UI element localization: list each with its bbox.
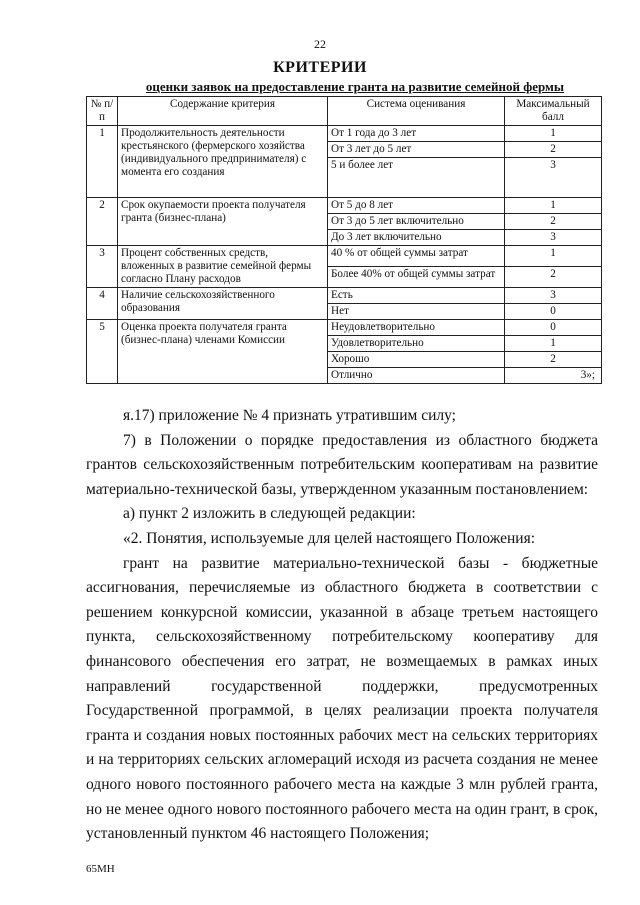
- paragraph-subitem-a: а) пункт 2 изложить в следующей редакции:: [123, 505, 416, 523]
- page-number: 22: [314, 37, 326, 51]
- row-num: 1: [87, 126, 118, 198]
- table-row: [87, 246, 602, 267]
- table-header-row: [87, 97, 602, 126]
- row-score: 3: [505, 158, 602, 198]
- row-score: 3»;: [505, 368, 602, 384]
- paragraph-item-7: 7) в Положении о порядке предоставления из областного бюджета грантов сельскохозяйственным потребительским кооперативам на развитие материально-технической базы, утвержденном указанным постановлением:: [86, 431, 598, 498]
- row-system: От 5 до 8 лет: [328, 198, 505, 214]
- header-system: Система оценивания: [328, 97, 505, 126]
- row-system: Отлично: [328, 368, 505, 384]
- paragraph-grant-definition: грант на развитие материально-технической базы - бюджетные ассигнования, перечисляемые из областного бюджета в соответствии с решением конкурсной комиссии, указанной в абзаце третьем настоящего пункта, сельскохозяйственному потребительскому кооперативу для финансового обеспечения его затрат, не возмещаемых в рамках иных направлений государственной поддержки, предусмотренных Государственной программой, в целях реализации проекта получателя гранта и создания новых постоянных рабочих мест на сельских территориях и на территориях сельских агломераций исходя из расчета создания не менее одного нового постоянного рабочего места на каждые 3 млн рублей гранта, но не менее одного нового постоянного рабочего места на один грант, в срок, установленный пунктом 46 настоящего Положения;: [86, 554, 598, 843]
- table-row: [87, 198, 602, 214]
- criteria-table: [86, 96, 602, 384]
- table-row: [87, 126, 602, 142]
- row-system: 5 и более лет: [328, 158, 505, 198]
- row-criterion: Процент собственных средств, вложенных в развитие семейной фермы согласно Плану расходов: [118, 246, 328, 288]
- row-score: 2: [505, 267, 602, 288]
- document-body: [86, 404, 598, 847]
- row-criterion: Наличие сельскохозяйственного образования: [118, 288, 328, 320]
- row-criterion: Срок окупаемости проекта получателя гранта (бизнес-плана): [118, 198, 328, 246]
- row-score: 0: [505, 304, 602, 320]
- row-num: 5: [87, 320, 118, 384]
- row-system: От 3 лет до 5 лет: [328, 142, 505, 158]
- row-system: Неудовлетворительно: [328, 320, 505, 336]
- row-system: От 1 года до 3 лет: [328, 126, 505, 142]
- row-score: 1: [505, 336, 602, 352]
- row-score: 2: [505, 142, 602, 158]
- header-max: Максимальный балл: [505, 97, 602, 126]
- document-subtitle: оценки заявок на предоставление гранта на развитие семейной фермы: [145, 79, 565, 94]
- paragraph-definitions-intro: «2. Понятия, используемые для целей настоящего Положения:: [123, 529, 536, 547]
- row-score: 2: [505, 214, 602, 230]
- table-row: [87, 288, 602, 304]
- row-score: 1: [505, 246, 602, 267]
- row-num: 4: [87, 288, 118, 320]
- row-system: От 3 до 5 лет включительно: [328, 214, 505, 230]
- header-num: № п/п: [87, 97, 118, 126]
- paragraph-item-17: я.17) приложение № 4 признать утратившим силу;: [123, 407, 456, 424]
- row-score: 1: [505, 198, 602, 214]
- row-system: Есть: [328, 288, 505, 304]
- row-criterion: Продолжительность деятельности крестьянского (фермерского хозяйства (индивидуального предпринимателя) с момента его создания: [118, 126, 328, 198]
- row-score: 1: [505, 126, 602, 142]
- row-system: До 3 лет включительно: [328, 230, 505, 246]
- row-score: 0: [505, 320, 602, 336]
- row-system: Хорошо: [328, 352, 505, 368]
- row-score: 3: [505, 288, 602, 304]
- header-criterion: Содержание критерия: [118, 97, 328, 126]
- row-system: Нет: [328, 304, 505, 320]
- row-system: Более 40% от общей суммы затрат: [328, 267, 505, 288]
- table-row: [87, 320, 602, 336]
- document-title: КРИТЕРИИ: [273, 59, 367, 76]
- row-score: 3: [505, 230, 602, 246]
- row-system: 40 % от общей суммы затрат: [328, 246, 505, 267]
- row-num: 3: [87, 246, 118, 288]
- row-criterion: Оценка проекта получателя гранта (бизнес-плана) членами Комиссии: [118, 320, 328, 384]
- footer-code: 65МН: [86, 863, 115, 875]
- row-system: Удовлетворительно: [328, 336, 505, 352]
- row-score: 2: [505, 352, 602, 368]
- row-num: 2: [87, 198, 118, 246]
